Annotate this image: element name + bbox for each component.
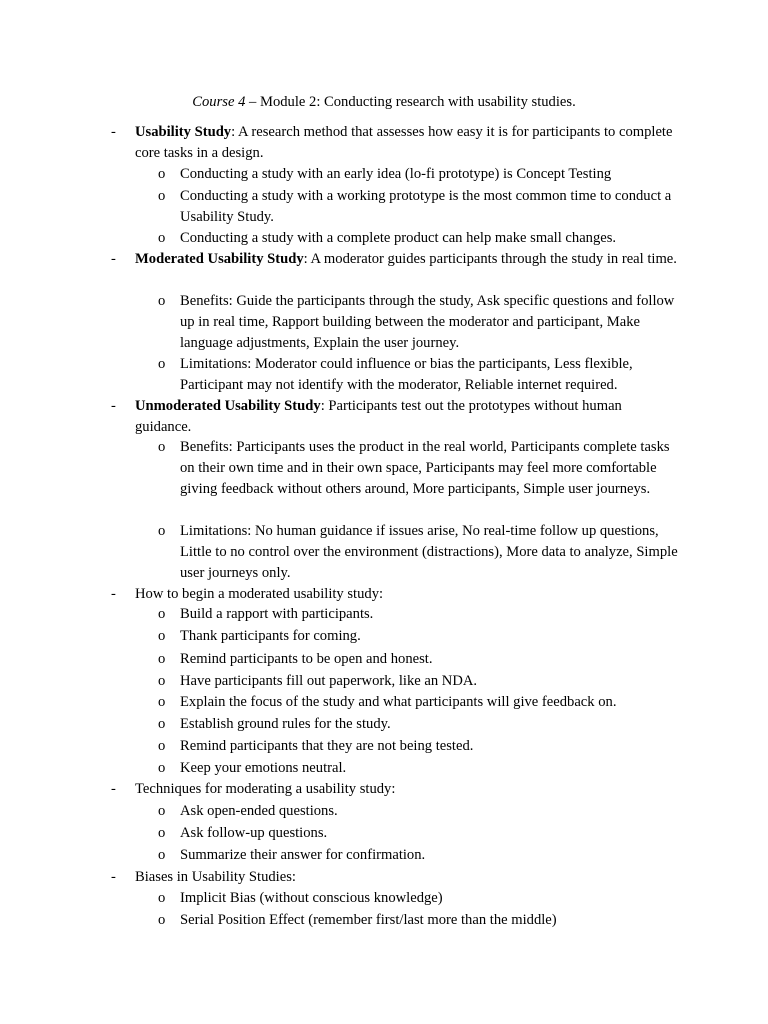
definition: : Participants test out the prototypes without human guidance. [135, 398, 622, 435]
circle-bullet-icon: o [158, 912, 166, 928]
circle-bullet-icon: o [158, 188, 166, 204]
sub-list-item-text: Have participants fill out paperwork, like an NDA. [180, 673, 478, 689]
dash-bullet: - [111, 781, 116, 797]
sub-list-item-text: Ask follow-up questions. [180, 825, 328, 841]
circle-bullet-icon: o [158, 651, 166, 667]
list-item-text [135, 396, 680, 438]
sub-list-item-text: Benefits: Participants uses the product in the real world, Participants complete tasks on their own time and in their own space, Participants may feel more comfortable giving feedback without others around, More participants, Simple user journeys. [180, 439, 670, 497]
list-item-text [135, 249, 680, 270]
sub-list-item-text: Establish ground rules for the study. [180, 716, 391, 732]
circle-bullet-icon: o [158, 890, 166, 906]
definition: : A research method that assesses how easy it is for participants to complete core tasks in a design. [135, 124, 673, 161]
circle-bullet-icon: o [158, 847, 166, 863]
definition: : A moderator guides participants through the study in real time. [303, 251, 677, 267]
circle-bullet-icon: o [158, 673, 166, 689]
sub-list-item-text: Thank participants for coming. [180, 628, 361, 644]
dash-bullet: - [111, 124, 116, 140]
circle-bullet-icon: o [158, 760, 166, 776]
sub-list-item-text: Explain the focus of the study and what participants will give feedback on. [180, 694, 617, 710]
circle-bullet-icon: o [158, 606, 166, 622]
term: Unmoderated Usability Study [135, 398, 321, 414]
dash-bullet: - [111, 398, 116, 414]
list-item-text [135, 122, 680, 164]
dash-bullet: - [111, 869, 116, 885]
circle-bullet-icon: o [158, 293, 166, 309]
list-item-text [135, 779, 680, 800]
sub-list-item-text: Limitations: No human guidance if issues arise, No real-time follow up questions, Little to no control over the environment (distractions), More data to analyze, Simple user journeys only. [180, 523, 678, 581]
circle-bullet-icon: o [158, 166, 166, 182]
circle-bullet-icon: o [158, 694, 166, 710]
sub-list-item-text: Keep your emotions neutral. [180, 760, 347, 776]
sub-list-item-text: Conducting a study with a complete product can help make small changes. [180, 230, 617, 246]
definition: Techniques for moderating a usability study: [135, 781, 396, 797]
sub-list-item-text: Limitations: Moderator could influence or bias the participants, Less flexible, Participant may not identify with the moderator, Reliable internet required. [180, 356, 633, 393]
sub-list-item-text: Summarize their answer for confirmation. [180, 847, 426, 863]
sub-list-item-text: Remind participants to be open and honest. [180, 651, 433, 667]
dash-bullet: - [111, 586, 116, 602]
dash-bullet: - [111, 251, 116, 267]
module-title: – Module 2: Conducting research with usability studies. [245, 94, 576, 110]
definition: Biases in Usability Studies: [135, 869, 296, 885]
circle-bullet-icon: o [158, 356, 166, 372]
list-item-text [135, 867, 680, 888]
circle-bullet-icon: o [158, 523, 166, 539]
list-item-text [135, 584, 680, 605]
sub-list-item-text: Implicit Bias (without conscious knowledge) [180, 890, 443, 906]
term: Usability Study [135, 124, 232, 140]
circle-bullet-icon: o [158, 716, 166, 732]
sub-list-item-text: Build a rapport with participants. [180, 606, 374, 622]
sub-list-item-text: Conducting a study with an early idea (lo-fi prototype) is Concept Testing [180, 166, 612, 182]
sub-list-item-text: Conducting a study with a working prototype is the most common time to conduct a Usability Study. [180, 188, 672, 225]
circle-bullet-icon: o [158, 439, 166, 455]
sub-list-item-text: Serial Position Effect (remember first/last more than the middle) [180, 912, 557, 928]
circle-bullet-icon: o [158, 230, 166, 246]
circle-bullet-icon: o [158, 738, 166, 754]
term: Moderated Usability Study [135, 251, 304, 267]
definition: How to begin a moderated usability study: [135, 586, 384, 602]
course-label: Course 4 [192, 94, 246, 110]
circle-bullet-icon: o [158, 628, 166, 644]
circle-bullet-icon: o [158, 825, 166, 841]
sub-list-item-text: Ask open-ended questions. [180, 803, 338, 819]
page-title [0, 92, 768, 113]
circle-bullet-icon: o [158, 803, 166, 819]
sub-list-item-text: Remind participants that they are not being tested. [180, 738, 474, 754]
sub-list-item-text: Benefits: Guide the participants through the study, Ask specific questions and follow up in real time, Rapport building between the moderator and participant, Make language adjustments, Explain the user journey. [180, 293, 675, 351]
